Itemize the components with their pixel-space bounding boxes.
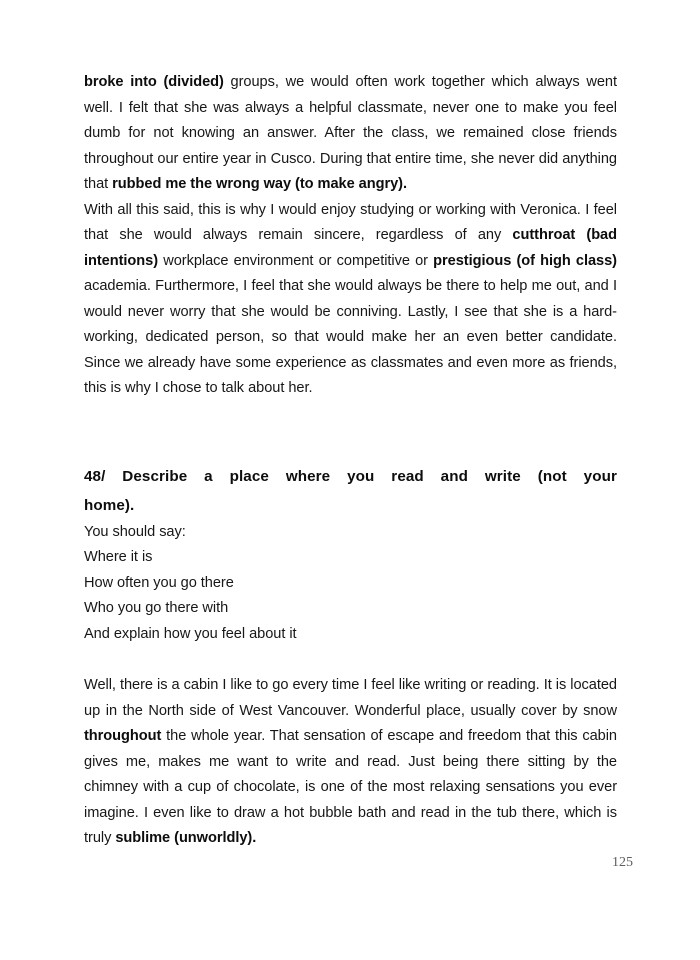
paragraph-cabin-answer bbox=[84, 673, 617, 852]
text-run: workplace environment or competitive or bbox=[158, 252, 434, 269]
bold-phrase: rubbed me the wrong way (to make angry). bbox=[112, 176, 407, 192]
heading-line-2: home). bbox=[84, 496, 135, 514]
text-run: the whole year. That sensation of escape and freedom that this cabin gives me, makes me want to write and read. Just being there sitting by the chimney with a cup of chocolate, is one of the most relaxing sensations you ever imagine. I even like to draw a hot bubble bath and read in the tub there, which is truly bbox=[84, 728, 617, 846]
page-title bbox=[84, 462, 617, 520]
paragraph-veronica-classmate bbox=[84, 70, 617, 198]
list-item: Where it is bbox=[84, 549, 153, 565]
heading-line-1: 48/ Describe a place where you read and write (not your bbox=[84, 467, 617, 485]
text-run: groups, we would often work together which always went well. I felt that she was always a helpful classmate, never one to make you feel dumb for not knowing an answer. After the class, we remained close friends throughout our entire year in Cusco. During that entire time, she never did anything that bbox=[84, 74, 617, 192]
paragraph-veronica-conclusion bbox=[84, 198, 617, 402]
bold-phrase: cutthroat (bad intentions) bbox=[84, 227, 617, 269]
bold-phrase: prestigious (of high class) bbox=[433, 252, 617, 269]
bold-phrase: broke into (divided) bbox=[84, 74, 224, 90]
list-item: And explain how you feel about it bbox=[84, 625, 297, 642]
final-paragraph-spacer bbox=[84, 647, 617, 673]
prompt-list bbox=[84, 520, 617, 648]
text-run: academia. Furthermore, I feel that she would always be there to help me out, and I would never worry that she would be conniving. Lastly, I see that she is a hard-working, dedicated person, so that would make her an even better candidate. Since we already have some experience as classmates and even more as friends, this is why I chose to talk about her. bbox=[84, 278, 617, 396]
list-item: Who you go there with bbox=[84, 600, 229, 616]
bold-phrase: sublime (unworldly). bbox=[115, 830, 257, 846]
text-run: Well, there is a cabin I like to go every time I feel like writing or reading. It is located up in the North side of West Vancouver. Wonderful place, usually cover by snow bbox=[84, 677, 617, 719]
list-item: How often you go there bbox=[84, 574, 234, 591]
bold-phrase: throughout bbox=[84, 728, 162, 744]
prompt-list-intro: You should say: bbox=[84, 523, 186, 540]
page-content bbox=[84, 70, 617, 852]
page-number: 125 bbox=[612, 855, 633, 870]
heading-spacer bbox=[84, 402, 617, 462]
text-run: With all this said, this is why I would enjoy studying or working with Veronica. I feel that she would always remain sincere, regardless of any bbox=[84, 201, 617, 243]
